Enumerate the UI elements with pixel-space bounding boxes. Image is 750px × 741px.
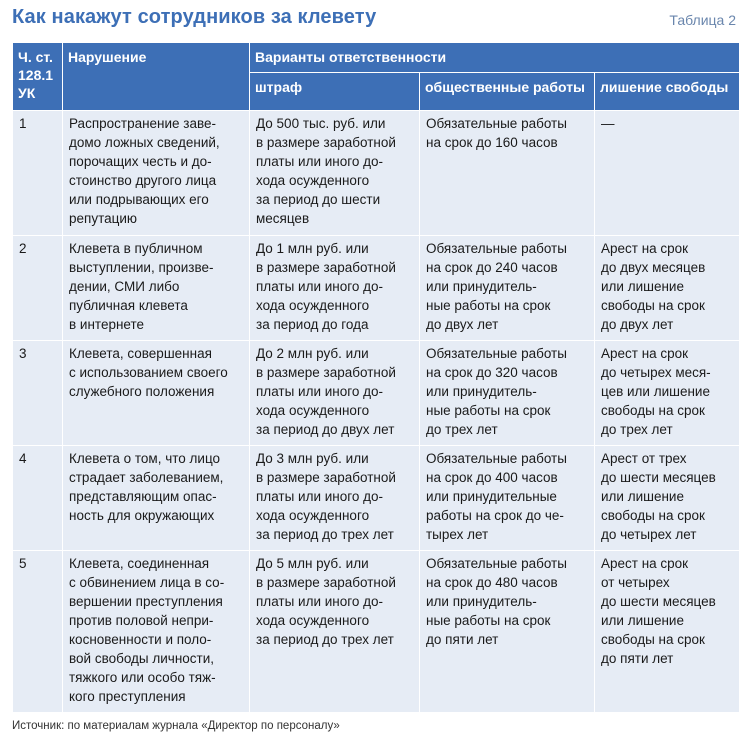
- cell-part: 4: [13, 446, 63, 551]
- cell-part: 5: [13, 551, 63, 713]
- cell-community-work: Обязательные работы на срок до 400 часов или принудительные работы на срок до че- тырех лет: [420, 446, 595, 551]
- liability-table: [12, 42, 740, 713]
- table-row: [13, 111, 740, 236]
- cell-community-work: Обязательные работы на срок до 320 часов или принудитель- ные работы на срок до трех лет: [420, 341, 595, 446]
- table-row: [13, 341, 740, 446]
- header-prison: лишение свободы: [595, 73, 740, 111]
- cell-part: 3: [13, 341, 63, 446]
- cell-violation: Клевета, соединенная с обвинением лица в со- вершении преступления против половой непри- косновенности и поло- вой свободы личности, тяжкого или особо тяж- кого преступления: [63, 551, 250, 713]
- table-row: [13, 551, 740, 713]
- cell-fine: До 3 млн руб. или в размере заработной платы или иного до- хода осужденного за период до трех лет: [250, 446, 420, 551]
- cell-prison: Арест на срок до двух месяцев или лишение свободы на срок до двух лет: [595, 236, 740, 341]
- cell-prison: —: [595, 111, 740, 236]
- cell-fine: До 2 млн руб. или в размере заработной платы или иного до- хода осужденного за период до двух лет: [250, 341, 420, 446]
- cell-prison: Арест на срок до четырех меся- цев или лишение свободы на срок до трех лет: [595, 341, 740, 446]
- source-note: Источник: по материалам журнала «Директор по персоналу»: [12, 720, 340, 732]
- table-row: [13, 236, 740, 341]
- header-article: Ч. ст. 128.1 УК: [13, 43, 63, 111]
- cell-violation: Клевета, совершенная с использованием своего служебного положения: [63, 341, 250, 446]
- cell-fine: До 5 млн руб. или в размере заработной платы или иного до- хода осужденного за период до трех лет: [250, 551, 420, 713]
- page-title: Как накажут сотрудников за клевету: [12, 6, 377, 28]
- cell-fine: До 1 млн руб. или в размере заработной платы или иного до- хода осужденного за период до года: [250, 236, 420, 341]
- cell-community-work: Обязательные работы на срок до 160 часов: [420, 111, 595, 236]
- header-community-work: общественные работы: [420, 73, 595, 111]
- cell-prison: Арест от трех до шести месяцев или лишение свободы на срок до четырех лет: [595, 446, 740, 551]
- cell-fine: До 500 тыс. руб. или в размере заработной платы или иного до- хода осужденного за период до шести месяцев: [250, 111, 420, 236]
- table-row: [13, 446, 740, 551]
- cell-prison: Арест на срок от четырех до шести месяцев или лишение свободы на срок до пяти лет: [595, 551, 740, 713]
- cell-violation: Клевета о том, что лицо страдает заболеванием, представляющим опас- ность для окружающих: [63, 446, 250, 551]
- header-fine: штраф: [250, 73, 420, 111]
- cell-part: 2: [13, 236, 63, 341]
- header-liability: Варианты ответственности: [250, 43, 740, 73]
- table-label: Таблица 2: [669, 12, 736, 28]
- cell-part: 1: [13, 111, 63, 236]
- cell-violation: Распространение заве- домо ложных сведений, порочащих честь и до- стоинство другого лица или подрывающих его репутацию: [63, 111, 250, 236]
- cell-violation: Клевета в публичном выступлении, произве- дении, СМИ либо публичная клевета в интернете: [63, 236, 250, 341]
- cell-community-work: Обязательные работы на срок до 240 часов или принудитель- ные работы на срок до двух лет: [420, 236, 595, 341]
- cell-community-work: Обязательные работы на срок до 480 часов или принудитель- ные работы на срок до пяти лет: [420, 551, 595, 713]
- header-violation: Нарушение: [63, 43, 250, 111]
